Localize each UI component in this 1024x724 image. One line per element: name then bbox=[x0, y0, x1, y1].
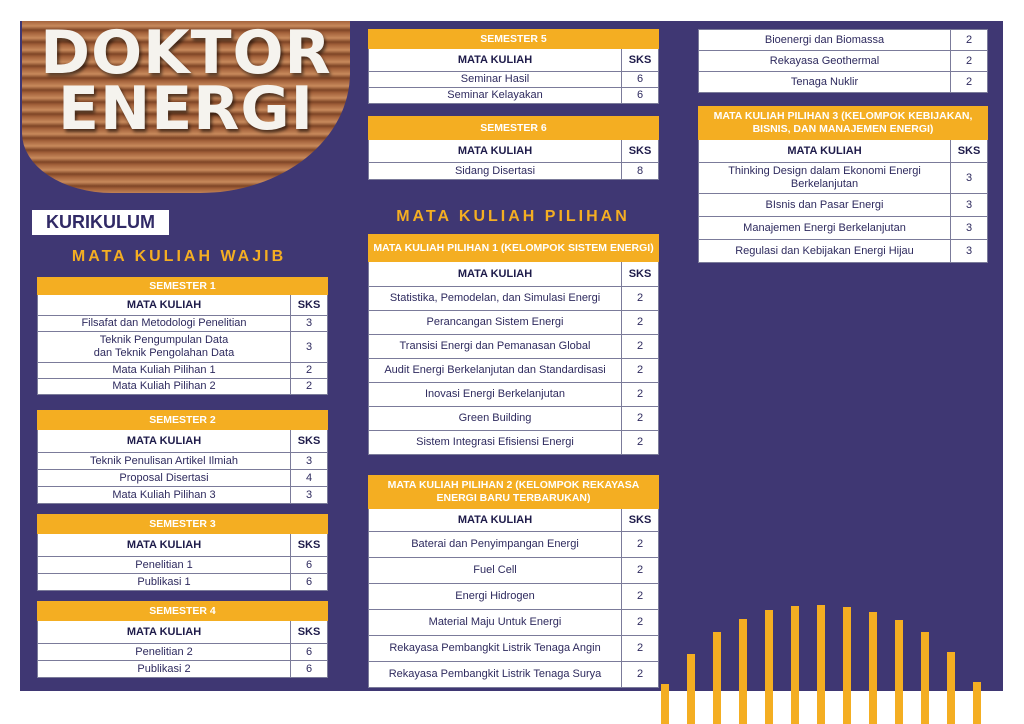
table-title-row bbox=[38, 515, 328, 534]
column-header-sks: SKS bbox=[622, 140, 659, 163]
course-name: Rekayasa Pembangkit Listrik Tenaga Angin bbox=[369, 636, 622, 662]
kurikulum-label: KURIKULUM bbox=[32, 210, 169, 235]
course-name: Seminar Hasil bbox=[369, 72, 622, 88]
table-header-row bbox=[38, 534, 328, 557]
course-name: Inovasi Energi Berkelanjutan bbox=[369, 383, 622, 407]
table-title: SEMESTER 3 bbox=[38, 515, 328, 534]
course-sks: 2 bbox=[622, 287, 659, 311]
table-title: SEMESTER 2 bbox=[38, 411, 328, 430]
course-name: Statistika, Pemodelan, dan Simulasi Energi bbox=[369, 287, 622, 311]
course-sks: 6 bbox=[291, 557, 328, 574]
column-header-matkul: MATA KULIAH bbox=[38, 430, 291, 453]
course-sks: 2 bbox=[622, 636, 659, 662]
column-header-matkul: MATA KULIAH bbox=[369, 262, 622, 287]
wajib-heading: MATA KULIAH WAJIB bbox=[71, 248, 287, 265]
decorative-bar bbox=[973, 682, 981, 724]
course-sks: 2 bbox=[622, 532, 659, 558]
course-name: Sistem Integrasi Efisiensi Energi bbox=[369, 431, 622, 455]
course-sks: 3 bbox=[291, 316, 328, 332]
decorative-bar bbox=[687, 654, 695, 724]
table-row bbox=[369, 636, 659, 662]
table-row bbox=[38, 316, 328, 332]
course-sks: 3 bbox=[291, 487, 328, 504]
column-header-sks: SKS bbox=[291, 295, 328, 316]
table-title: SEMESTER 1 bbox=[38, 278, 328, 295]
decorative-bar bbox=[895, 620, 903, 724]
course-name: Sidang Disertasi bbox=[369, 163, 622, 180]
course-name: Mata Kuliah Pilihan 1 bbox=[38, 363, 291, 379]
course-name: Publikasi 2 bbox=[38, 661, 291, 678]
decorative-bar bbox=[713, 632, 721, 724]
table-header-row bbox=[369, 140, 659, 163]
table-row bbox=[38, 487, 328, 504]
course-sks: 2 bbox=[291, 363, 328, 379]
table-row bbox=[369, 407, 659, 431]
table-row bbox=[369, 88, 659, 104]
table-title-row bbox=[369, 30, 659, 49]
table-row bbox=[699, 217, 988, 240]
column-header-matkul: MATA KULIAH bbox=[369, 509, 622, 532]
table-row bbox=[38, 363, 328, 379]
column-header-matkul: MATA KULIAH bbox=[369, 49, 622, 72]
table-row bbox=[369, 335, 659, 359]
course-sks: 2 bbox=[951, 30, 988, 51]
decorative-bar bbox=[947, 652, 955, 724]
table-row bbox=[369, 532, 659, 558]
semester2-table bbox=[37, 410, 328, 504]
course-name: Rekayasa Geothermal bbox=[699, 51, 951, 72]
course-sks: 2 bbox=[622, 610, 659, 636]
table-header-row bbox=[369, 509, 659, 532]
course-name: Regulasi dan Kebijakan Energi Hijau bbox=[699, 240, 951, 263]
table-row bbox=[38, 379, 328, 395]
decorative-bar bbox=[765, 610, 773, 724]
table-header-row bbox=[38, 621, 328, 644]
semester1-table bbox=[37, 277, 328, 395]
decorative-bar bbox=[739, 619, 747, 724]
course-sks: 8 bbox=[622, 163, 659, 180]
course-name: Fuel Cell bbox=[369, 558, 622, 584]
course-sks: 6 bbox=[291, 661, 328, 678]
table-row bbox=[369, 72, 659, 88]
course-name: Penelitian 2 bbox=[38, 644, 291, 661]
column-header-sks: SKS bbox=[291, 534, 328, 557]
course-sks: 2 bbox=[622, 335, 659, 359]
table-title: MATA KULIAH PILIHAN 1 (KELOMPOK SISTEM ENERGI) bbox=[369, 235, 659, 262]
course-sks: 2 bbox=[622, 431, 659, 455]
course-name: Energi Hidrogen bbox=[369, 584, 622, 610]
table-title-row bbox=[38, 602, 328, 621]
decorative-bar bbox=[817, 605, 825, 724]
column-header-matkul: MATA KULIAH bbox=[38, 534, 291, 557]
course-sks: 2 bbox=[622, 359, 659, 383]
table-title-row bbox=[38, 411, 328, 430]
course-sks: 2 bbox=[622, 311, 659, 335]
table-row bbox=[369, 662, 659, 688]
column-header-sks: SKS bbox=[291, 621, 328, 644]
course-name: Thinking Design dalam Ekonomi Energi Berkelanjutan bbox=[699, 163, 951, 194]
semester6-table bbox=[368, 116, 659, 180]
semester5-table bbox=[368, 29, 659, 104]
table-header-row bbox=[369, 49, 659, 72]
course-sks: 3 bbox=[951, 217, 988, 240]
table-row bbox=[38, 644, 328, 661]
table-title: MATA KULIAH PILIHAN 2 (KELOMPOK REKAYASA ENERGI BARU TERBARUKAN) bbox=[369, 476, 659, 509]
column-header-matkul: MATA KULIAH bbox=[38, 621, 291, 644]
column-header-sks: SKS bbox=[622, 509, 659, 532]
table-row bbox=[369, 383, 659, 407]
pilihan2-table bbox=[368, 475, 659, 688]
course-name: Mata Kuliah Pilihan 3 bbox=[38, 487, 291, 504]
column-header-sks: SKS bbox=[622, 262, 659, 287]
semester3-table bbox=[37, 514, 328, 591]
table-row bbox=[38, 332, 328, 363]
table-header-row bbox=[38, 430, 328, 453]
table-row bbox=[699, 240, 988, 263]
table-title-row bbox=[369, 117, 659, 140]
table-row bbox=[38, 470, 328, 487]
course-sks: 2 bbox=[291, 379, 328, 395]
course-sks: 2 bbox=[622, 407, 659, 431]
decorative-bar bbox=[661, 684, 669, 724]
course-sks: 6 bbox=[291, 574, 328, 591]
course-sks: 6 bbox=[291, 644, 328, 661]
course-sks: 6 bbox=[622, 72, 659, 88]
decorative-bar bbox=[869, 612, 877, 724]
table-title: MATA KULIAH PILIHAN 3 (KELOMPOK KEBIJAKAN, BISNIS, DAN MANAJEMEN ENERGI) bbox=[699, 107, 988, 140]
course-name: Teknik Penulisan Artikel Ilmiah bbox=[38, 453, 291, 470]
table-row bbox=[699, 30, 988, 51]
table-row bbox=[369, 584, 659, 610]
table-title-row bbox=[369, 235, 659, 262]
course-sks: 2 bbox=[951, 51, 988, 72]
table-row bbox=[369, 431, 659, 455]
course-sks: 2 bbox=[622, 662, 659, 688]
table-row bbox=[369, 287, 659, 311]
decorative-bar bbox=[843, 607, 851, 724]
table-title: SEMESTER 4 bbox=[38, 602, 328, 621]
course-name: Mata Kuliah Pilihan 2 bbox=[38, 379, 291, 395]
table-title: SEMESTER 6 bbox=[369, 117, 659, 140]
course-name: Tenaga Nuklir bbox=[699, 72, 951, 93]
course-name: Baterai dan Penyimpangan Energi bbox=[369, 532, 622, 558]
table-row bbox=[369, 311, 659, 335]
course-name: BIsnis dan Pasar Energi bbox=[699, 194, 951, 217]
column-header-sks: SKS bbox=[622, 49, 659, 72]
decorative-bar bbox=[791, 606, 799, 724]
table-title: SEMESTER 5 bbox=[369, 30, 659, 49]
course-sks: 6 bbox=[622, 88, 659, 104]
table-row bbox=[699, 51, 988, 72]
column-header-sks: SKS bbox=[291, 430, 328, 453]
course-name: Seminar Kelayakan bbox=[369, 88, 622, 104]
hero-title-line2: ENERGI bbox=[58, 74, 314, 144]
course-sks: 4 bbox=[291, 470, 328, 487]
pilihan3-table bbox=[698, 106, 988, 263]
hero-title-line1: DOKTOR bbox=[40, 21, 332, 88]
course-name: Manajemen Energi Berkelanjutan bbox=[699, 217, 951, 240]
table-row bbox=[699, 194, 988, 217]
table-row bbox=[699, 163, 988, 194]
pilihan-heading: MATA KULIAH PILIHAN bbox=[396, 208, 630, 225]
course-sks: 2 bbox=[622, 584, 659, 610]
course-name: Transisi Energi dan Pemanasan Global bbox=[369, 335, 622, 359]
course-name: Filsafat dan Metodologi Penelitian bbox=[38, 316, 291, 332]
column-header-matkul: MATA KULIAH bbox=[369, 140, 622, 163]
table-row bbox=[38, 453, 328, 470]
course-sks: 2 bbox=[951, 72, 988, 93]
table-title-row bbox=[699, 107, 988, 140]
table-row bbox=[38, 557, 328, 574]
course-sks: 3 bbox=[291, 332, 328, 363]
course-sks: 3 bbox=[951, 163, 988, 194]
course-name: Penelitian 1 bbox=[38, 557, 291, 574]
course-sks: 2 bbox=[622, 383, 659, 407]
course-name: Rekayasa Pembangkit Listrik Tenaga Surya bbox=[369, 662, 622, 688]
table-row bbox=[369, 163, 659, 180]
table-header-row bbox=[369, 262, 659, 287]
column-header-matkul: MATA KULIAH bbox=[699, 140, 951, 163]
decorative-bar bbox=[921, 632, 929, 724]
course-sks: 3 bbox=[951, 240, 988, 263]
column-header-sks: SKS bbox=[951, 140, 988, 163]
course-name: Bioenergi dan Biomassa bbox=[699, 30, 951, 51]
course-sks: 3 bbox=[951, 194, 988, 217]
table-header-row bbox=[699, 140, 988, 163]
pilihan1-table bbox=[368, 234, 659, 455]
course-name: Green Building bbox=[369, 407, 622, 431]
course-name: Audit Energi Berkelanjutan dan Standardisasi bbox=[369, 359, 622, 383]
table-row bbox=[369, 558, 659, 584]
table-row bbox=[38, 661, 328, 678]
table-header-row bbox=[38, 295, 328, 316]
column-header-matkul: MATA KULIAH bbox=[38, 295, 291, 316]
course-sks: 3 bbox=[291, 453, 328, 470]
table-row bbox=[369, 610, 659, 636]
semester4-table bbox=[37, 601, 328, 678]
table-row bbox=[369, 359, 659, 383]
course-name: Material Maju Untuk Energi bbox=[369, 610, 622, 636]
decorative-bars bbox=[657, 600, 997, 724]
table-row bbox=[38, 574, 328, 591]
pilihan2-cont-table bbox=[698, 29, 988, 93]
course-name: Publikasi 1 bbox=[38, 574, 291, 591]
course-name: Proposal Disertasi bbox=[38, 470, 291, 487]
course-sks: 2 bbox=[622, 558, 659, 584]
table-title-row bbox=[369, 476, 659, 509]
hero-title bbox=[22, 21, 350, 144]
table-row bbox=[699, 72, 988, 93]
course-name: Perancangan Sistem Energi bbox=[369, 311, 622, 335]
course-name: Teknik Pengumpulan Data dan Teknik Pengolahan Data bbox=[38, 332, 291, 363]
table-title-row bbox=[38, 278, 328, 295]
